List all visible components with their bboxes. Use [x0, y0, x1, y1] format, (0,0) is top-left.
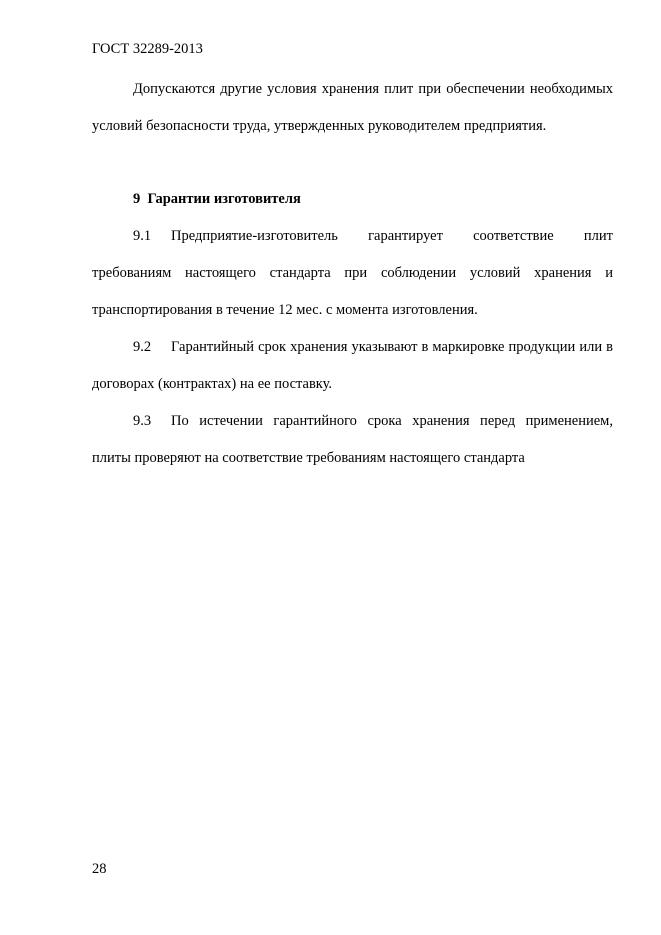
- page-number: [92, 860, 107, 878]
- section-title: Гарантии изготовителя: [147, 191, 301, 207]
- section-heading: [92, 181, 613, 218]
- page-number-value: 28: [92, 861, 107, 877]
- list-item: [92, 403, 613, 477]
- item-text: По истечении гарантийного срока хранения перед применением, плиты проверяют на соответствие требованиям настоящего стандарта: [92, 413, 613, 466]
- item-text: Гарантийный срок хранения указывают в маркировке продукции или в договорах (контрактах) на ее поставку.: [92, 339, 613, 392]
- section-number: 9: [133, 191, 141, 207]
- standard-code: ГОСТ 32289-2013: [92, 41, 203, 57]
- item-text: Предприятие-изготовитель гарантирует соответствие плит требованиям настоящего стандарта при соблюдении условий хранения и транспортирования в течение 12 мес. с момента изготовления.: [92, 228, 613, 318]
- document-header: [92, 40, 203, 58]
- document-body: [92, 71, 613, 477]
- item-number: 9.3: [133, 413, 152, 429]
- list-item: [92, 329, 613, 403]
- item-number: 9.2: [133, 339, 152, 355]
- intro-paragraph: Допускаются другие условия хранения плит при обеспечении необходимых условий безопасности труда, утвержденных руководителем предприятия.: [92, 81, 613, 134]
- list-item: [92, 218, 613, 329]
- item-number: 9.1: [133, 228, 152, 244]
